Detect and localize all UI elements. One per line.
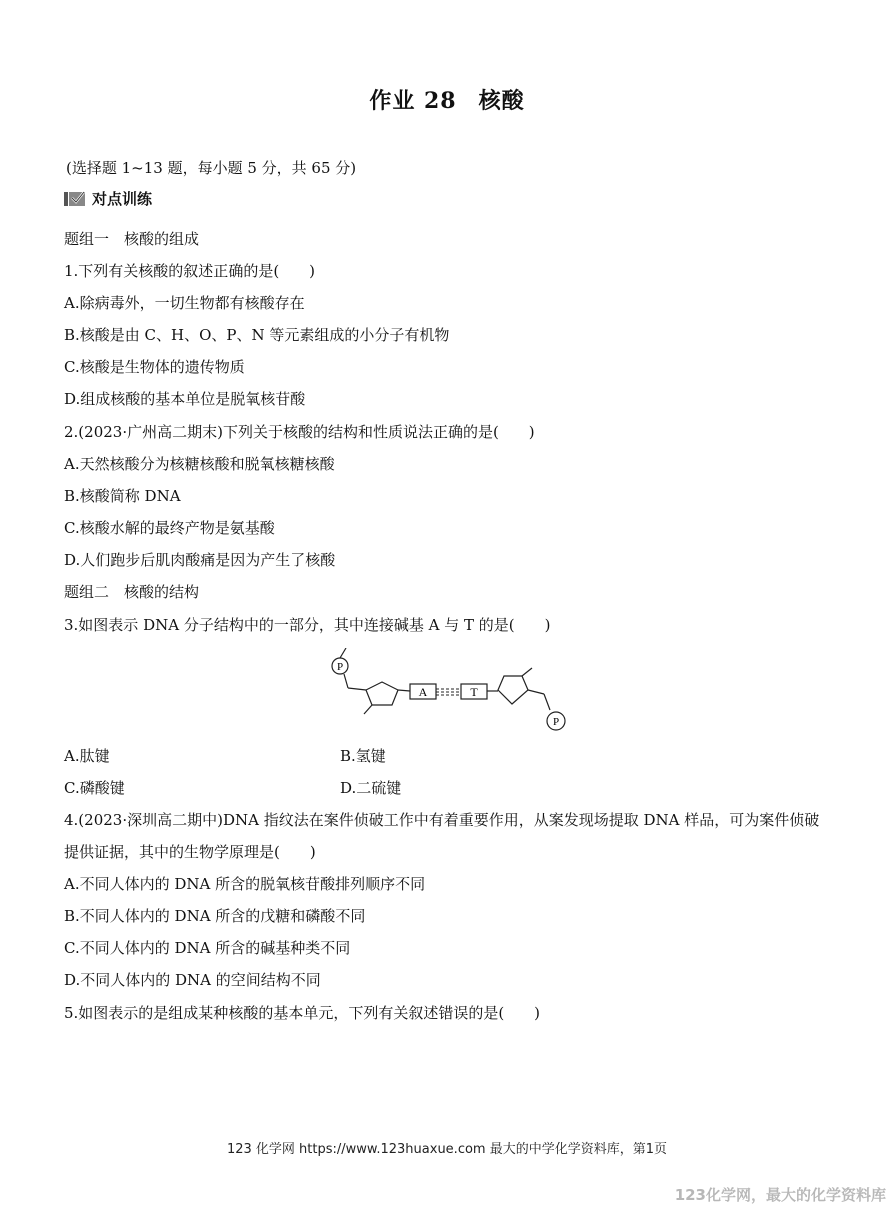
title-prefix: 作业 28	[369, 88, 457, 114]
question-1-option-d: D.组成核酸的基本单位是脱氧核苷酸	[64, 390, 306, 408]
phosphate-bottom-label: P	[552, 716, 560, 728]
question-4-option-a: A.不同人体内的 DNA 所含的脱氧核苷酸排列顺序不同	[64, 875, 426, 893]
question-1-stem: 1.下列有关核酸的叙述正确的是( )	[64, 262, 316, 280]
question-3-option-b: B.氢键	[340, 747, 386, 765]
title-suffix: 核酸	[478, 88, 525, 114]
question-1-option-b: B.核酸是由 C、H、O、P、N 等元素组成的小分子有机物	[64, 326, 450, 344]
pentose-right	[498, 676, 528, 704]
question-2-option-c: C.核酸水解的最终产物是氨基酸	[64, 519, 275, 537]
question-2-option-b: B.核酸简称 DNA	[64, 487, 181, 505]
question-2-stem: 2.(2023·广州高二期末)下列关于核酸的结构和性质说法正确的是( )	[64, 423, 535, 441]
dna-fragment-diagram	[322, 648, 572, 738]
watermark: 123化学网，最大的化学资料库	[674, 1186, 886, 1204]
checklist-icon	[64, 190, 86, 206]
page-footer: 123 化学网 https://www.123huaxue.com 最大的中学化学资料库，第1页	[226, 1142, 667, 1157]
question-2-option-d: D.人们跑步后肌肉酸痛是因为产生了核酸	[64, 551, 336, 569]
section-heading	[64, 188, 152, 208]
question-3-stem: 3.如图表示 DNA 分子结构中的一部分，其中连接碱基 A 与 T 的是( )	[64, 616, 551, 634]
question-3-option-c: C.磷酸键	[64, 779, 125, 797]
question-4-stem: 4.(2023·深圳高二期中)DNA 指纹法在案件侦破工作中有着重要作用，从案发现场提取 DNA 样品，可为案件侦破提供证据，其中的生物学原理是( )	[64, 811, 820, 861]
question-4-option-b: B.不同人体内的 DNA 所含的戊糖和磷酸不同	[64, 907, 366, 925]
question-4-option-c: C.不同人体内的 DNA 所含的碱基种类不同	[64, 939, 351, 957]
question-4-option-d: D.不同人体内的 DNA 的空间结构不同	[64, 971, 321, 989]
base-a-label: A	[418, 685, 428, 699]
score-note: (选择题 1~13 题，每小题 5 分，共 65 分)	[66, 159, 357, 177]
phosphate-top-label: P	[336, 661, 344, 673]
group-heading-1: 题组一 核酸的组成	[64, 230, 200, 248]
question-3-option-a: A.肽键	[64, 747, 110, 765]
question-5-stem: 5.如图表示的是组成某种核酸的基本单元，下列有关叙述错误的是( )	[64, 1004, 541, 1022]
question-1-option-a: A.除病毒外，一切生物都有核酸存在	[64, 294, 305, 312]
group-heading-2: 题组二 核酸的结构	[64, 583, 200, 601]
question-3-option-d: D.二硫键	[340, 779, 402, 797]
question-1-option-c: C.核酸是生物体的遗传物质	[64, 358, 245, 376]
question-2-option-a: A.天然核酸分为核糖核酸和脱氧核糖核酸	[64, 455, 335, 473]
base-t-label: T	[470, 685, 478, 699]
page-title	[0, 84, 894, 115]
section-label: 对点训练	[92, 189, 153, 208]
pentose-left	[366, 682, 398, 705]
